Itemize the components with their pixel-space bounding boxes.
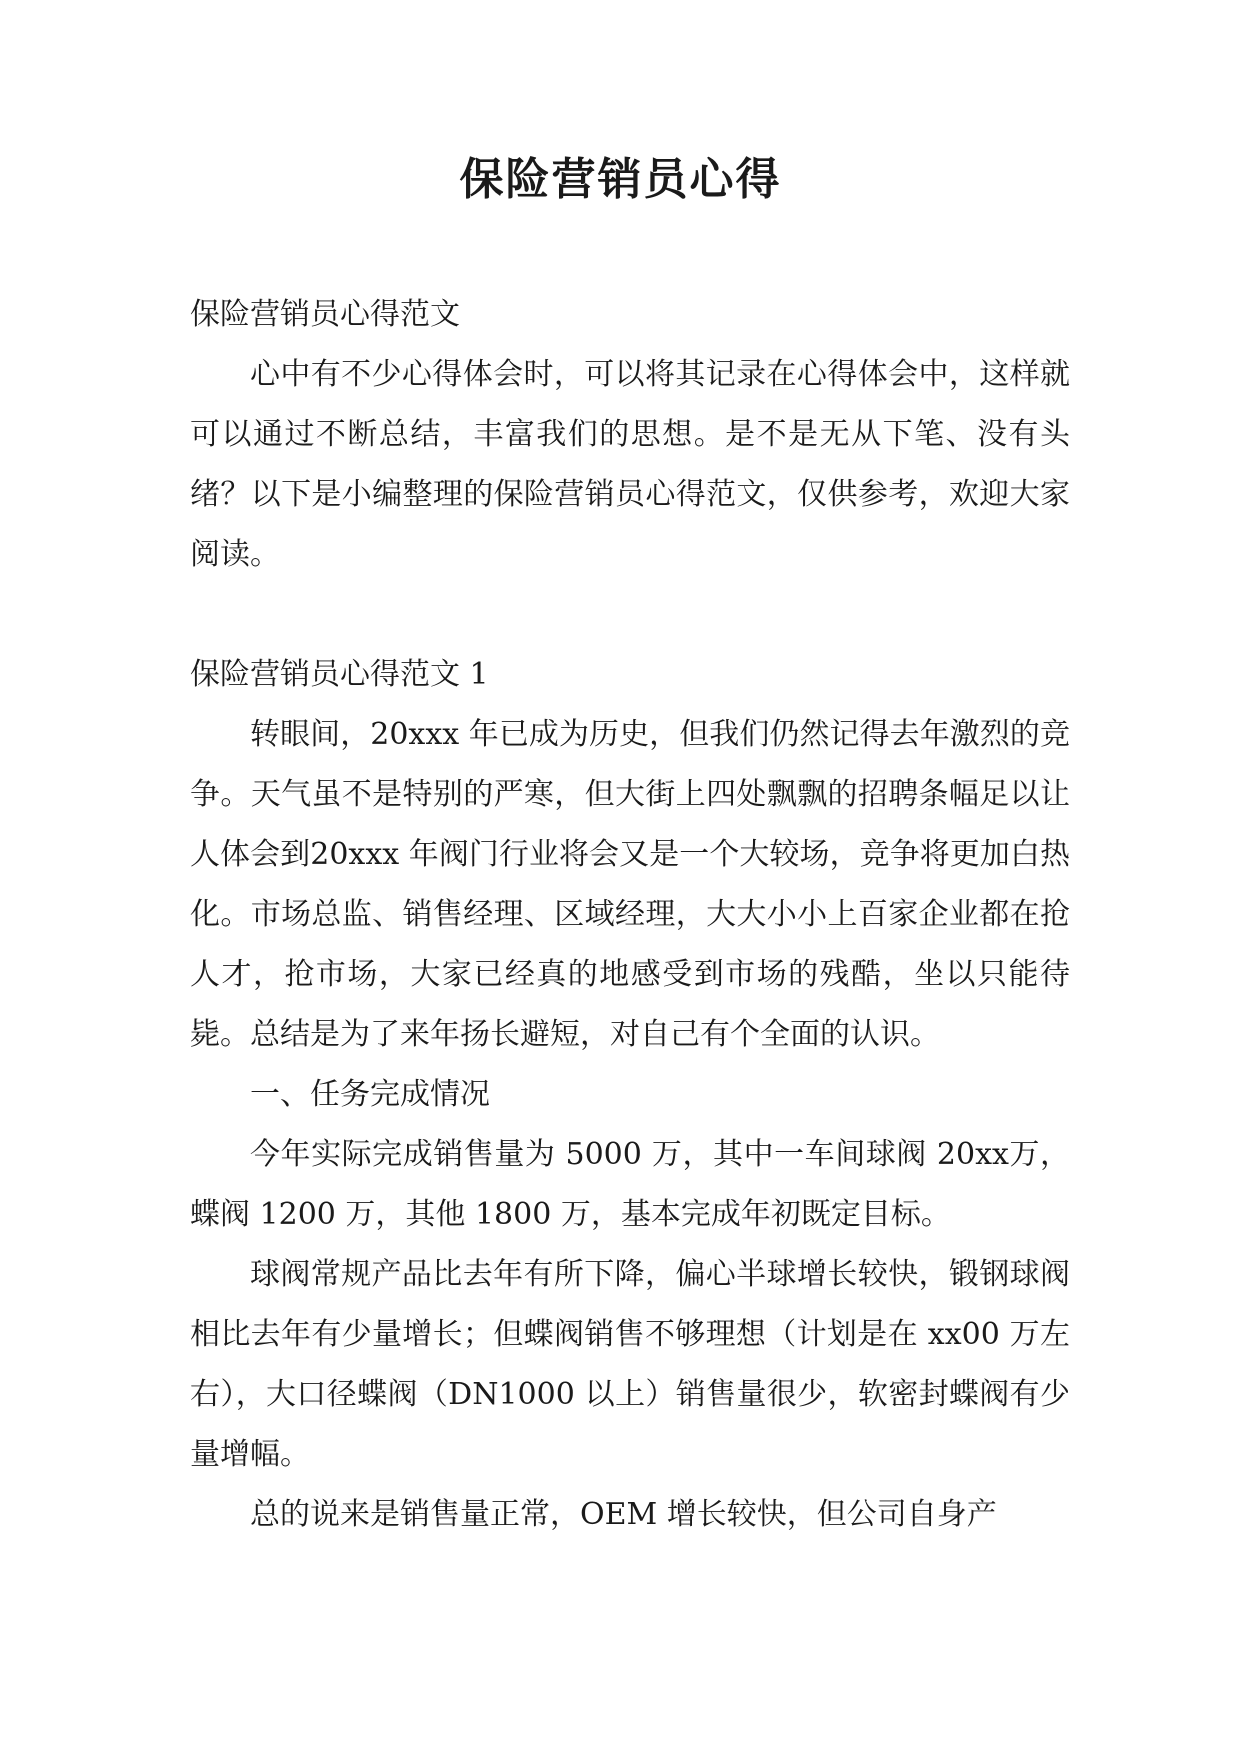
subsection-heading: 一、任务完成情况 bbox=[250, 1077, 490, 1112]
section-heading: 保险营销员心得范文 1 bbox=[190, 657, 489, 692]
body-paragraph: 转眼间，20xxx 年已成为历史，但我们仍然记得去年激烈的竞争。天气虽不是特别的严寒，但大街上四处飘飘的招聘条幅足以让人体会到20xxx 年阀门行业将会又是一个大较场，竞争将更加白热化。市场总监、销售经理、区域经理，大大小小上百家企业都在抢人才，抢市场，大家已经真的地感受到市场的残酷，坐以只能待毙。总结是为了来年扬长避短，对自己有个全面的认识。 bbox=[190, 717, 1070, 1052]
section-heading: 保险营销员心得范文 bbox=[190, 297, 460, 332]
body-paragraph: 球阀常规产品比去年有所下降，偏心半球增长较快，锻钢球阀相比去年有少量增长；但蝶阀销售不够理想（计划是在 xx00 万左右），大口径蝶阀（DN1000 以上）销售量很少，软密封蝶阀有少量增幅。 bbox=[190, 1257, 1070, 1472]
body-paragraph: 总的说来是销售量正常，OEM 增长较快，但公司自身产 bbox=[250, 1497, 997, 1532]
document-title: 保险营销员心得 bbox=[459, 154, 782, 205]
body-paragraph: 今年实际完成销售量为 5000 万，其中一车间球阀 20xx万，蝶阀 1200 万，其他 1800 万，基本完成年初既定目标。 bbox=[190, 1137, 1070, 1232]
blank-line bbox=[190, 585, 1070, 645]
document-body bbox=[190, 285, 1070, 1545]
intro-paragraph: 心中有不少心得体会时，可以将其记录在心得体会中，这样就可以通过不断总结，丰富我们的思想。是不是无从下笔、没有头绪？以下是小编整理的保险营销员心得范文，仅供参考，欢迎大家阅读。 bbox=[190, 357, 1070, 572]
